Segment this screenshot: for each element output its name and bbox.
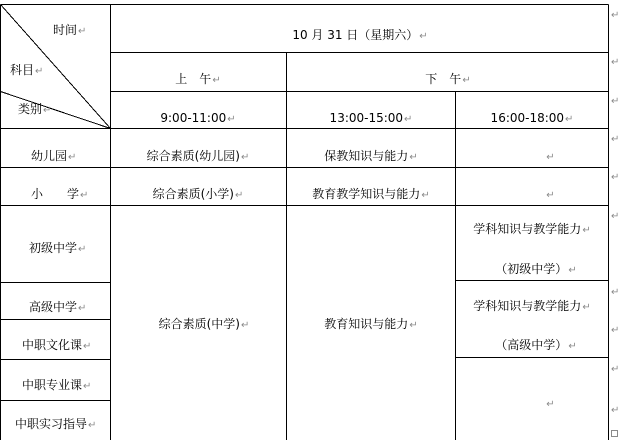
- row-end-mark: ↵: [611, 57, 620, 68]
- cell-senior-subject-line2: （高级中学）↵: [495, 338, 577, 352]
- cell-kg-morning: 综合素质(幼儿园)↵: [146, 149, 250, 163]
- row-label-vocational-major: 中职专业课↵: [22, 378, 92, 392]
- row-label-vocational-internship: 中职实习指导↵: [15, 417, 97, 431]
- cell-pri-afternoon: 教育教学知识与能力↵: [312, 187, 430, 201]
- row-label-primary: 小 学↵: [31, 187, 89, 201]
- morning-header: 上 午↵: [175, 72, 221, 86]
- cell-sec-morning: 综合素质(中学)↵: [158, 317, 250, 331]
- category-label: 类别↵: [18, 102, 52, 116]
- row-end-mark: ↵: [611, 134, 620, 145]
- cell-pri-morning: 综合素质(小学)↵: [152, 187, 244, 201]
- row-label-kindergarten: 幼儿园↵: [31, 149, 77, 163]
- afternoon-header: 下 午↵: [425, 72, 471, 86]
- cell-junior-subject-line2: （初级中学）↵: [495, 262, 577, 276]
- row-end-mark: ↵: [611, 172, 620, 183]
- slot-afternoon-2: 16:00-18:00↵: [490, 111, 574, 125]
- cell-kg-afternoon: 保教知识与能力↵: [324, 149, 418, 163]
- row-end-mark: ↵: [611, 287, 620, 298]
- row-end-mark: ↵: [611, 405, 620, 416]
- cell-pri-afternoon-2-empty: ↵: [546, 190, 555, 201]
- slot-afternoon-1: 13:00-15:00↵: [329, 111, 413, 125]
- cell-sec-afternoon: 教育知识与能力↵: [324, 317, 418, 331]
- date-header: 10 月 31 日（星期六）↵: [292, 28, 428, 42]
- row-label-senior: 高级中学↵: [29, 300, 87, 314]
- table-end-marker: [611, 430, 618, 437]
- cell-senior-subject-line1: 学科知识与教学能力↵: [473, 299, 591, 313]
- slot-morning: 9:00-11:00↵: [160, 111, 236, 125]
- cell-vocational-afternoon-2-empty: ↵: [546, 399, 555, 410]
- row-end-mark: ↵: [611, 325, 620, 336]
- row-end-mark: ↵: [611, 211, 620, 222]
- time-label: 时间↵: [53, 23, 87, 37]
- cell-junior-subject-line1: 学科知识与教学能力↵: [473, 222, 591, 236]
- row-end-mark: ↵: [611, 10, 620, 21]
- subject-label: 科目↵: [10, 63, 44, 77]
- cell-kg-afternoon-2-empty: ↵: [546, 152, 555, 163]
- row-end-mark: ↵: [611, 96, 620, 107]
- row-end-mark: ↵: [611, 364, 620, 375]
- row-label-vocational-culture: 中职文化课↵: [22, 338, 92, 352]
- row-label-junior: 初级中学↵: [29, 241, 87, 255]
